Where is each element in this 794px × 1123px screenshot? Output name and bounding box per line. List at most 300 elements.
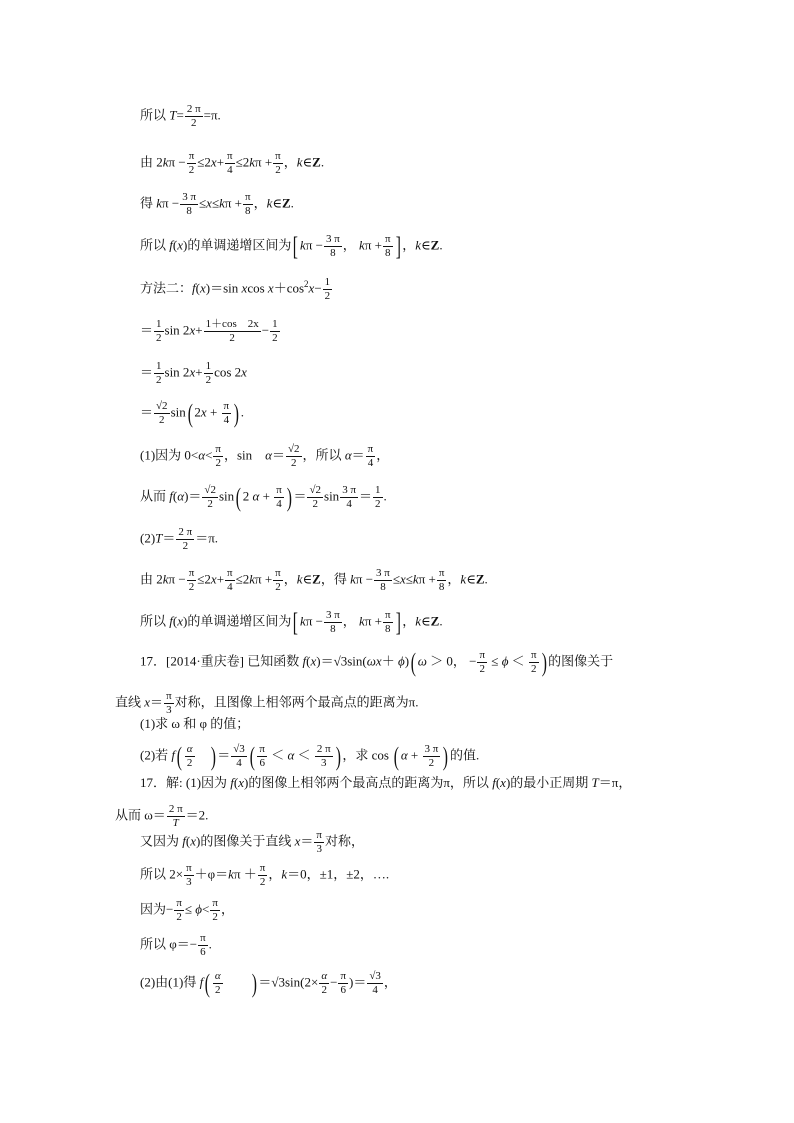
line-period-1 [140,103,221,130]
denominator: 8 [245,205,251,217]
text [224,974,250,989]
var-k: k [228,866,234,882]
fraction [324,233,342,260]
var-alpha: α [400,747,408,763]
denominator: 2 [186,757,193,769]
text: π + [418,571,436,587]
text: (1)因为 0< [140,447,199,463]
text: π − [168,571,186,587]
fraction [383,609,393,636]
var-k: k [350,571,356,587]
text: 由 2 [140,154,163,170]
numerator: 1 [156,360,162,372]
denominator: 2 [182,540,189,552]
fraction [273,567,283,594]
fraction [204,318,261,345]
text: 得 [140,195,157,211]
text: 所以 [140,613,170,629]
numerator: π [227,567,233,579]
set-Z: Z [312,571,321,587]
denominator: 2 [275,581,281,593]
fraction [340,484,358,511]
text: sin 2 [164,364,190,380]
solution-17-phi-value [140,932,212,959]
left-paren: ( [393,741,400,771]
line-step-2 [140,360,247,387]
right-bracket: ] [395,231,401,261]
line-interval-1 [140,191,294,218]
text: ＝ [300,833,314,849]
text: cos 2 [214,364,242,380]
var-phi: ϕ [195,901,203,917]
denominator: 8 [385,623,391,635]
numerator: π [275,150,281,162]
denominator: 3 [186,876,192,888]
numerator: 3 π [424,743,439,755]
text: ， [342,613,360,629]
right-paren: ) [251,968,257,998]
right-paren: ) [210,741,216,771]
fraction [187,567,197,594]
var-k: k [219,195,225,211]
left-bracket: [ [293,607,299,637]
text: π ＋ [233,866,257,882]
line-part2-period [140,526,218,553]
numerator: π [176,897,182,909]
text: ) [404,653,410,669]
var-x: x [189,322,196,338]
var-f: f [171,747,176,763]
denominator: 8 [330,247,336,259]
numerator: π [227,150,233,162]
solution-17-symmetry [140,829,364,856]
var-alpha: α [344,447,352,463]
text: ＞ 0， − [426,653,477,669]
text: π + [364,237,382,253]
text: ＝ [359,488,373,504]
denominator: 2 [259,876,266,888]
text: ，求 cos [342,747,393,763]
numerator: π [438,567,445,579]
var-x: x [238,775,245,790]
var-k: k [296,571,303,587]
numerator: √3 [233,743,245,755]
numerator: 1 [156,318,162,330]
text: ， [402,237,416,253]
text: + [407,747,422,763]
denominator: 8 [438,581,445,593]
fraction [174,897,184,924]
fraction [164,690,174,717]
problem-17-part2 [140,743,479,770]
text: ， [383,974,397,990]
text: ≤ [392,571,400,587]
fraction [184,862,194,889]
line-inequality-2 [140,567,488,594]
denominator: 2 [479,663,486,675]
fraction [154,360,164,387]
set-Z: Z [475,571,485,587]
numerator: π [200,932,206,944]
line-increasing-interval-2 [140,609,443,636]
var-f: f [230,775,234,790]
var-f: f [199,974,204,990]
var-x: x [399,571,406,587]
text: ＝√3sin(2× [258,974,319,990]
set-Z: Z [312,154,321,170]
denominator: 2 [191,117,197,129]
fraction [319,970,329,997]
problem-17-statement-cont [115,690,418,717]
var-f: f [192,280,196,296]
left-paren: ( [410,647,416,677]
left-paren: ( [187,398,193,428]
var-alpha: α [252,488,260,504]
denominator: 2 [156,332,162,344]
text: . [484,571,488,587]
denominator: 2 [321,984,327,996]
var-x: x [177,237,184,253]
text: ( [172,488,178,504]
denominator: 6 [200,946,206,958]
text: < [205,447,213,463]
denominator: 2 [205,374,212,386]
text: − [261,322,270,338]
text: ≤2 [197,571,211,587]
numerator: 3 π [376,567,390,579]
numerator: π [479,649,486,661]
right-bracket: ] [395,607,401,637]
denominator: 6 [259,757,265,769]
text: ＝ [217,747,231,763]
denominator: 2 [207,498,213,510]
var-f: f [302,653,307,669]
text: )＝ [316,653,334,669]
text: + [195,364,203,380]
var-x: x [308,280,315,296]
text: . [439,237,443,253]
var-T: T [155,530,163,546]
text: sin [324,488,340,504]
denominator: 2 [428,757,435,769]
text: sin [218,488,235,504]
denominator: 4 [367,457,374,469]
denominator: 2 [275,164,281,176]
fraction [366,443,376,470]
numerator: π [275,567,281,579]
solution-17-omega [115,803,208,830]
numerator: 3 π [342,484,356,496]
text: ( [495,775,501,790]
numerator: π [188,567,195,579]
text: ＜ [267,747,288,763]
text: π + [255,571,273,587]
var-x: x [500,775,506,790]
text: ＋cos [273,280,305,296]
text: ， [342,237,360,253]
denominator: 8 [380,581,386,593]
text: ＝0，±1，±2，…. [287,866,390,882]
var-x: x [189,364,196,380]
fraction [273,150,283,177]
left-paren: ( [176,741,182,771]
text: ＝π， [598,775,632,790]
var-phi: ϕ [501,653,509,669]
denominator: 2 [272,332,278,344]
text: (2)由(1)得 [140,974,200,990]
var-omega: ω [417,653,427,669]
text: + [216,571,225,587]
fraction [373,484,383,511]
solution-17-line-1 [140,775,631,791]
text: 17．[2014·重庆卷] 已知函数 [140,653,303,669]
denominator: 2 [159,414,165,426]
text: ∈ [302,154,313,170]
left-bracket: [ [293,231,299,261]
text: . [439,613,443,629]
text: 又因为 [140,833,183,849]
denominator: 8 [385,247,391,259]
var-x: x [210,154,217,170]
denominator: 2 [176,911,182,923]
fraction [367,970,383,997]
fraction [222,400,232,427]
text: π + [364,613,382,629]
text: − [314,280,322,296]
text: 的图像关于 [548,653,614,669]
numerator: 2 π [178,526,193,538]
line-method-two [140,276,333,303]
fraction [225,150,235,177]
denominator: 8 [186,205,192,217]
set-Z: Z [430,613,440,629]
right-paren: ) [443,741,449,771]
var-k: k [359,237,365,253]
text: ＝ [150,694,164,710]
denominator: 3 [166,704,172,716]
line-inequality-1 [140,150,324,177]
fraction [243,191,253,218]
var-k: k [296,154,303,170]
left-paren: ( [249,741,255,771]
numerator: 1 [324,276,331,288]
text: π + [255,154,273,170]
fraction [154,400,170,427]
denominator: 2 [530,663,537,675]
text: )的图像上相邻两个最高点的距离为π，所以 [244,775,493,790]
numerator: 2 π [186,103,201,115]
numerator: π [276,484,282,496]
numerator: π [215,443,221,455]
fraction [204,360,214,387]
denominator: 4 [223,414,230,426]
text: ＋ [381,653,398,669]
numerator: π [316,829,322,841]
numerator: π [384,609,391,621]
text: sin [170,404,186,420]
text: = [176,107,184,123]
fraction [286,443,302,470]
fraction [176,526,194,553]
denominator: 3 [316,843,322,855]
problem-17-part1 [140,716,249,732]
text: ( [233,775,239,790]
fraction [202,484,218,511]
numerator: π [186,862,192,874]
text: π − [355,571,374,587]
var-k: k [359,613,365,629]
left-paren: ( [235,482,242,512]
numerator: 3 π [325,233,340,245]
var-phi: ϕ [397,653,405,669]
text: ≤ [405,571,413,587]
var-x: x [199,280,206,296]
var-x: x [144,694,151,710]
text: 因为− [140,901,174,917]
text: π − [168,154,186,170]
denominator: 4 [372,984,378,996]
var-f: f [169,237,173,253]
var-k: k [300,613,306,629]
numerator: 3 π [325,609,340,621]
var-k: k [460,571,467,587]
text: ＝π. [195,530,219,546]
text: ∈ [466,571,476,587]
denominator: 2 [215,457,221,469]
numerator: π [340,970,346,982]
fraction [529,649,539,676]
text [196,747,209,762]
var-k: k [300,237,306,253]
text: 的值. [450,747,480,763]
fraction [210,897,220,924]
denominator: 2 [188,164,195,176]
text: 2 [242,488,253,504]
text: ， [283,154,297,170]
right-paren: ) [286,482,292,512]
right-paren: ) [335,741,341,771]
text: ＝ [351,447,365,463]
text: + [195,322,203,338]
var-alpha: α [198,447,206,463]
denominator: T [172,817,179,829]
text: ，得 [320,571,351,587]
denominator: 4 [236,757,242,769]
text: sin 2 [164,322,190,338]
denominator: 2 [291,457,297,469]
var-k: k [281,866,288,882]
text: ∈ [302,571,313,587]
text: )的单调递增区间为 [183,237,292,253]
text: ， [402,613,416,629]
numerator: 2 π [316,743,331,755]
text: ＜ [294,747,314,763]
var-k: k [162,571,169,587]
text: ＝ [293,488,307,504]
text: 2 [194,404,201,420]
text: =π. [203,107,221,123]
text: ， [253,195,267,211]
numerator: √2 [309,484,322,496]
var-f: f [492,775,496,790]
numerator: π [259,743,265,755]
fraction [213,970,223,997]
text: 由 2 [140,571,163,587]
var-x: x [241,364,247,380]
var-T: T [591,775,599,790]
var-k: k [249,571,256,587]
fraction [231,743,247,770]
numerator: 1 [205,360,212,372]
text: . [383,488,387,504]
fraction [180,191,198,218]
text: 所以 [140,237,170,253]
text: ＜ [508,653,528,669]
var-T: T [169,107,177,123]
var-f: f [169,488,173,504]
line-part1-alpha [140,443,389,470]
var-k: k [415,613,422,629]
text: ，sin [223,447,266,463]
var-alpha: α [177,488,185,504]
text: ( [172,237,178,253]
text: ≤2 [235,571,250,587]
var-f: f [169,613,173,629]
numerator: π [245,191,251,203]
text: ＝ [271,447,285,463]
text: ( [172,613,178,629]
fraction [258,862,268,889]
text: ≤2 [235,154,250,170]
text: < [202,901,210,917]
numerator: π [166,690,172,702]
problem-17-statement [140,649,613,676]
line-step-3 [140,400,244,427]
text: 对称， [324,833,364,849]
text: ， [220,901,234,917]
fraction [383,233,393,260]
var-x: x [267,280,274,296]
text: 方法二： [140,280,193,296]
text: π + [224,195,243,211]
fraction [198,932,208,959]
var-x: x [310,653,317,669]
numerator: π [188,150,195,162]
denominator: 4 [227,581,233,593]
text: )的图像关于直线 [196,833,295,849]
denominator: 2 [375,498,381,510]
text: + [206,404,221,420]
text: ≤ [184,901,196,917]
text: . [208,936,212,952]
text: + [216,154,225,170]
text: ，所以 [302,447,345,463]
text: 对称，且图像上相邻两个最高点的距离为π. [174,694,419,710]
numerator: α [214,970,221,982]
solution-17-part2 [140,970,397,997]
denominator: 8 [330,623,336,635]
text: ＝ [140,322,154,338]
numerator: 1＋cos 2x [205,318,259,330]
text: )的单调递增区间为 [183,613,292,629]
text: ≤ [488,653,502,669]
text: . [320,154,325,170]
text: 所以 2× [140,866,184,882]
numerator: √2 [156,400,168,412]
text: . [290,195,294,211]
right-paren: ) [541,647,547,677]
fraction [257,743,267,770]
